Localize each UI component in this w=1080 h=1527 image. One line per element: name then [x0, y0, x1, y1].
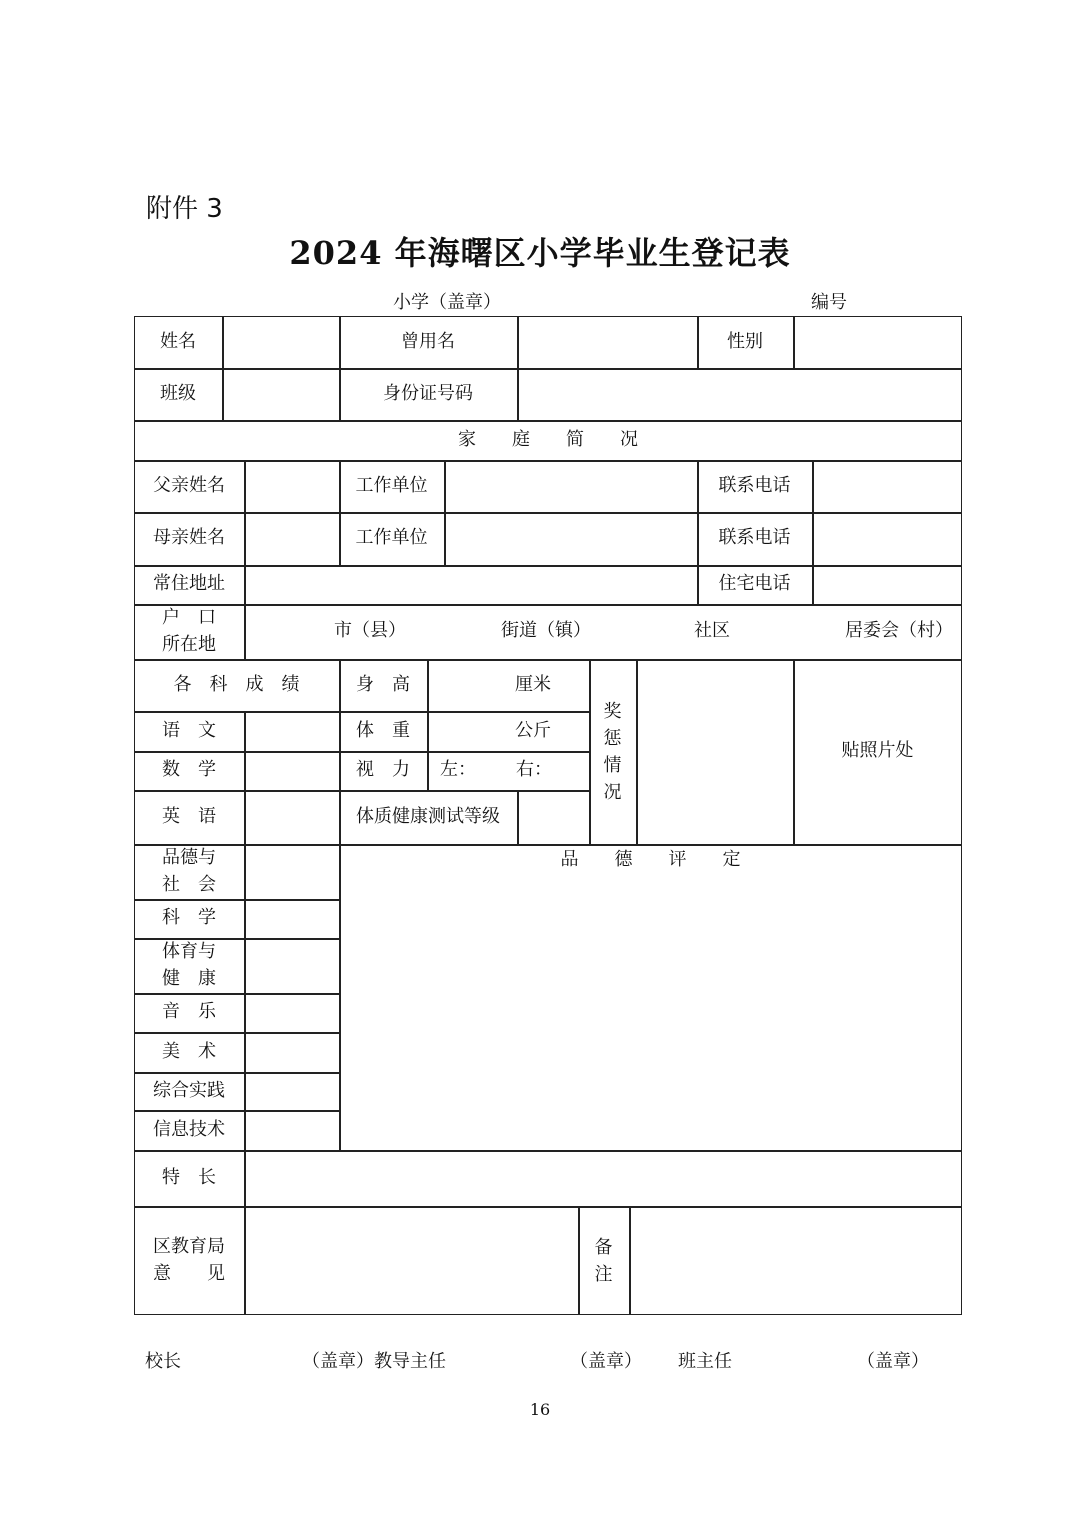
father-work-unit-field[interactable]	[444, 460, 697, 512]
it-label: 信息技术	[153, 1118, 225, 1140]
class-label: 班级	[160, 382, 196, 404]
rewards-char: 奖	[603, 700, 622, 722]
morality-label-line2: 社 会	[162, 873, 216, 895]
height-unit: 厘米	[515, 673, 551, 695]
name-field[interactable]	[222, 316, 339, 368]
remarks-label	[578, 1206, 629, 1315]
father-phone-label: 联系电话	[718, 474, 791, 496]
mother-phone-label: 联系电话	[718, 527, 791, 549]
remarks-char: 注	[594, 1263, 613, 1285]
committee-label: 居委会（村）	[845, 620, 953, 642]
rewards-label	[589, 659, 636, 844]
city-label: 市（县）	[334, 620, 406, 642]
mother-phone-field[interactable]	[812, 512, 962, 565]
gender-label: 性别	[727, 330, 763, 352]
weight-label: 体 重	[356, 719, 410, 741]
vision-label: 视 力	[356, 759, 410, 781]
dean-stamp-label: （盖章）教导主任	[302, 1351, 446, 1372]
rewards-field[interactable]	[636, 659, 793, 844]
chinese-score-field[interactable]	[244, 711, 339, 751]
gender-field[interactable]	[793, 316, 962, 368]
bureau-opinion-label	[134, 1206, 244, 1315]
fitness-grade-label: 体质健康测试等级	[356, 805, 500, 827]
name-label: 姓名	[160, 330, 196, 352]
principal-label: 校长	[145, 1351, 181, 1372]
music-label: 音 乐	[162, 1001, 216, 1023]
pe-label-line1: 体育与	[162, 941, 216, 963]
pe-label-line2: 健 康	[162, 967, 216, 989]
father-name-field[interactable]	[244, 460, 339, 512]
math-score-field[interactable]	[244, 751, 339, 790]
father-name-label: 父亲姓名	[153, 474, 225, 496]
serial-number-label: 编号	[811, 292, 847, 313]
mother-work-unit-field[interactable]	[444, 512, 697, 565]
home-phone-field[interactable]	[812, 565, 962, 604]
rewards-char: 情	[603, 754, 622, 776]
bureau-opinion-field[interactable]	[244, 1206, 578, 1315]
science-label: 科 学	[162, 907, 216, 929]
father-work-unit-label: 工作单位	[355, 474, 428, 496]
address-field[interactable]	[244, 565, 697, 604]
remarks-field[interactable]	[629, 1206, 962, 1315]
school-stamp-label: 小学（盖章）	[393, 292, 501, 313]
english-score-field[interactable]	[244, 790, 339, 844]
id-number-label: 身份证号码	[383, 382, 473, 404]
community-label: 社区	[694, 620, 730, 642]
dean-stamp: （盖章）	[570, 1351, 642, 1372]
mother-name-label: 母亲姓名	[153, 527, 225, 549]
street-label: 街道（镇）	[501, 620, 591, 642]
form-title: 2024 年海曙区小学毕业生登记表	[289, 234, 791, 272]
conduct-evaluation-field[interactable]	[339, 876, 962, 1150]
rewards-char: 惩	[603, 727, 622, 749]
page-number: 16	[529, 1400, 551, 1419]
fitness-grade-field[interactable]	[517, 790, 589, 844]
weight-unit: 公斤	[515, 719, 551, 741]
pe-health-label	[134, 938, 244, 993]
id-number-field[interactable]	[517, 368, 962, 420]
vision-right-label: 右：	[516, 759, 552, 781]
hukou-label	[134, 604, 244, 659]
conduct-evaluation-header: 品 德 评 定	[560, 848, 741, 870]
photo-placeholder: 贴照片处	[841, 740, 914, 762]
talent-label: 特 长	[162, 1166, 216, 1188]
height-label: 身 高	[356, 673, 410, 695]
math-label: 数 学	[162, 759, 216, 781]
former-name-label: 曾用名	[401, 330, 455, 352]
chinese-label: 语 文	[162, 719, 216, 741]
home-phone-label: 住宅电话	[718, 573, 791, 595]
remarks-char: 备	[594, 1236, 613, 1258]
former-name-field[interactable]	[517, 316, 697, 368]
vision-left-label: 左：	[440, 759, 476, 781]
hukou-label-line1: 户 口	[162, 607, 216, 629]
family-section-header: 家 庭 简 况	[458, 428, 638, 450]
bureau-label-line1: 区教育局	[153, 1236, 225, 1258]
practice-label: 综合实践	[153, 1079, 225, 1101]
mother-work-unit-label: 工作单位	[355, 527, 428, 549]
mother-name-field[interactable]	[244, 512, 339, 565]
annex-label: 附件 3	[146, 194, 223, 224]
father-phone-field[interactable]	[812, 460, 962, 512]
morality-society-label	[134, 844, 244, 899]
head-teacher-label: 班主任	[678, 1351, 732, 1372]
talent-field[interactable]	[244, 1150, 962, 1206]
morality-label-line1: 品德与	[162, 847, 216, 869]
art-label: 美 术	[162, 1040, 216, 1062]
head-teacher-stamp: （盖章）	[857, 1351, 929, 1372]
class-field[interactable]	[222, 368, 339, 420]
bureau-label-line2: 意 见	[153, 1262, 225, 1284]
grades-header: 各 科 成 绩	[173, 673, 300, 695]
english-label: 英 语	[162, 805, 216, 827]
address-label: 常住地址	[153, 573, 225, 595]
rewards-char: 况	[603, 781, 622, 803]
hukou-label-line2: 所在地	[162, 633, 216, 655]
